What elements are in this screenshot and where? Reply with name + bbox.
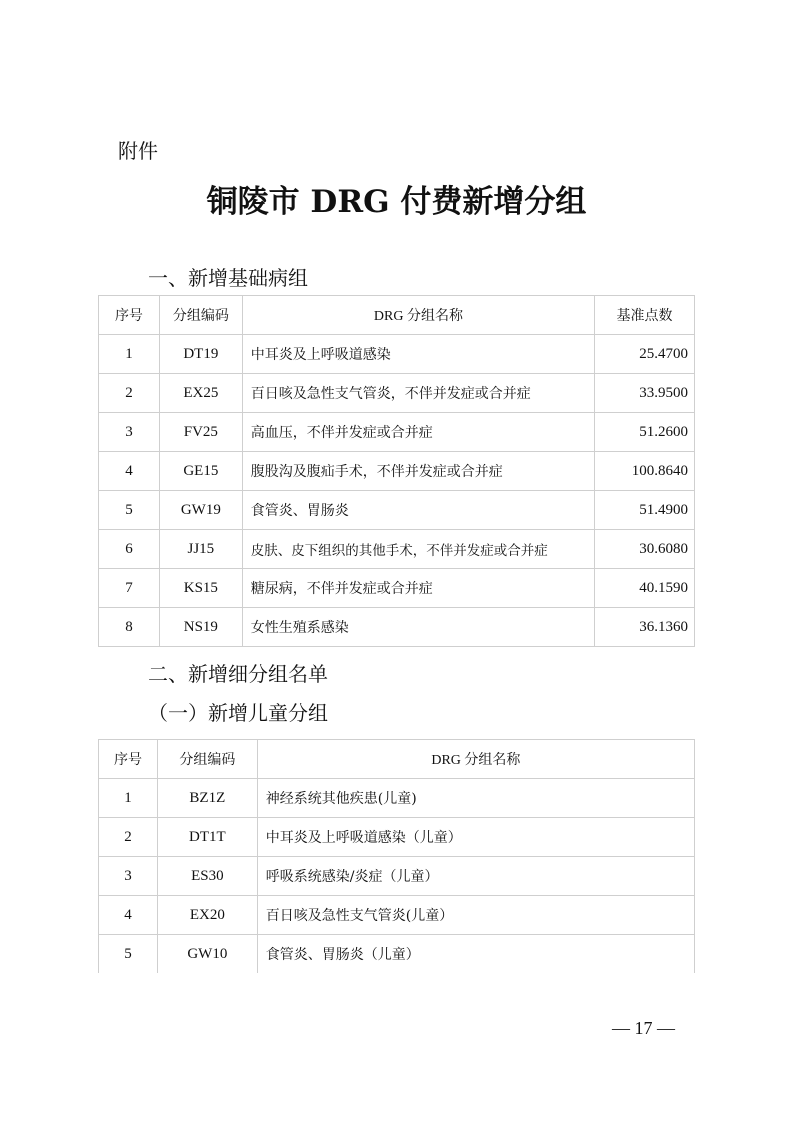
- attachment-label: 附件: [118, 139, 158, 163]
- table-header-row: [99, 740, 695, 779]
- cell-code: JJ15: [159, 530, 242, 569]
- cell-code: KS15: [159, 569, 242, 608]
- cell-no: 3: [99, 857, 158, 896]
- child-groups-table: [98, 739, 695, 973]
- section2-heading: 二、新增细分组名单: [148, 662, 328, 686]
- cell-name: 百日咳及急性支气管炎，不伴并发症或合并症: [242, 374, 594, 413]
- table-header-row: [99, 296, 695, 335]
- cell-code: EX25: [159, 374, 242, 413]
- header-no: 序号: [99, 740, 158, 779]
- cell-code: GW10: [157, 935, 257, 974]
- cell-no: 5: [99, 935, 158, 974]
- cell-points: 51.4900: [595, 491, 695, 530]
- cell-points: 30.6080: [595, 530, 695, 569]
- cell-name: 糖尿病，不伴并发症或合并症: [242, 569, 594, 608]
- table-row: [99, 935, 695, 974]
- cell-no: 4: [99, 896, 158, 935]
- cell-points: 100.8640: [595, 452, 695, 491]
- table-row: [99, 335, 695, 374]
- cell-code: GW19: [159, 491, 242, 530]
- page-number: — 17 —: [612, 1018, 675, 1038]
- cell-name: 呼吸系统感染/炎症（儿童）: [257, 857, 694, 896]
- cell-name: 食管炎、胃肠炎（儿童）: [257, 935, 694, 974]
- cell-name: 神经系统其他疾患(儿童): [257, 779, 694, 818]
- header-name: DRG 分组名称: [242, 296, 594, 335]
- table-row: [99, 374, 695, 413]
- cell-name: 中耳炎及上呼吸道感染（儿童）: [257, 818, 694, 857]
- cell-name: 腹股沟及腹疝手术，不伴并发症或合并症: [242, 452, 594, 491]
- cell-points: 25.4700: [595, 335, 695, 374]
- cell-no: 2: [99, 818, 158, 857]
- table-row: [99, 569, 695, 608]
- section1-heading: 一、新增基础病组: [148, 266, 308, 290]
- cell-name: 女性生殖系感染: [242, 608, 594, 647]
- cell-no: 5: [99, 491, 160, 530]
- cell-code: DT19: [159, 335, 242, 374]
- document-title: 铜陵市 DRG 付费新增分组: [206, 184, 587, 220]
- section2-subheading: （一）新增儿童分组: [148, 701, 328, 725]
- cell-code: ES30: [157, 857, 257, 896]
- cell-points: 33.9500: [595, 374, 695, 413]
- cell-points: 36.1360: [595, 608, 695, 647]
- cell-name: 高血压，不伴并发症或合并症: [242, 413, 594, 452]
- table-row: [99, 818, 695, 857]
- cell-no: 3: [99, 413, 160, 452]
- cell-code: FV25: [159, 413, 242, 452]
- table-row: [99, 491, 695, 530]
- table-row: [99, 413, 695, 452]
- table-row: [99, 857, 695, 896]
- header-name: DRG 分组名称: [257, 740, 694, 779]
- cell-no: 1: [99, 779, 158, 818]
- cell-no: 2: [99, 374, 160, 413]
- table-row: [99, 608, 695, 647]
- cell-no: 4: [99, 452, 160, 491]
- cell-name: 皮肤、皮下组织的其他手术，不伴并发症或合并症: [242, 530, 594, 569]
- table-row: [99, 452, 695, 491]
- table-row: [99, 896, 695, 935]
- cell-no: 6: [99, 530, 160, 569]
- cell-code: GE15: [159, 452, 242, 491]
- cell-points: 51.2600: [595, 413, 695, 452]
- cell-code: NS19: [159, 608, 242, 647]
- cell-code: DT1T: [157, 818, 257, 857]
- table-row: [99, 530, 695, 569]
- table-row: [99, 779, 695, 818]
- cell-name: 食管炎、胃肠炎: [242, 491, 594, 530]
- cell-no: 7: [99, 569, 160, 608]
- header-code: 分组编码: [157, 740, 257, 779]
- cell-name: 百日咳及急性支气管炎(儿童）: [257, 896, 694, 935]
- header-points: 基准点数: [595, 296, 695, 335]
- cell-no: 1: [99, 335, 160, 374]
- cell-code: EX20: [157, 896, 257, 935]
- cell-no: 8: [99, 608, 160, 647]
- header-no: 序号: [99, 296, 160, 335]
- header-code: 分组编码: [159, 296, 242, 335]
- base-groups-table: [98, 295, 695, 647]
- cell-name: 中耳炎及上呼吸道感染: [242, 335, 594, 374]
- cell-code: BZ1Z: [157, 779, 257, 818]
- cell-points: 40.1590: [595, 569, 695, 608]
